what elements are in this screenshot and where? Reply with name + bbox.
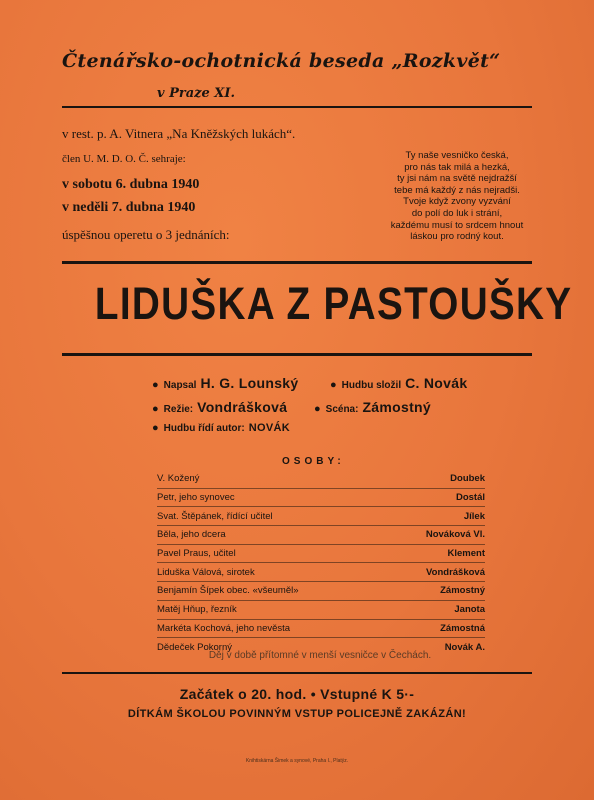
cast-role: V. Kožený	[157, 473, 200, 485]
police-notice: DÍTKÁM ŠKOLOU POVINNÝM VSTUP POLICEJNĚ ZAKÁZÁN!	[127, 708, 467, 720]
divider-rule	[62, 672, 532, 674]
persons-heading: OSOBY:	[282, 456, 345, 467]
credit-stage	[314, 399, 431, 415]
credit-music	[330, 375, 467, 391]
cast-actor: Nováková Vl.	[425, 529, 485, 541]
cast-row	[157, 544, 485, 563]
organization-city: v Praze XI.	[157, 86, 235, 101]
cast-row	[157, 600, 485, 619]
cast-actor: Novák A.	[444, 641, 485, 653]
divider-rule	[62, 261, 532, 264]
poem-line: pro nás tak milá a hezká,	[404, 161, 510, 173]
credit-label: Hudbu složil	[341, 380, 402, 391]
cast-row	[157, 562, 485, 581]
cast-actor: Janota	[454, 604, 485, 616]
divider-rule	[62, 353, 532, 356]
cast-actor: Klement	[447, 548, 485, 560]
printer-imprint: Knihtiskárna Šimek a synové, Praha I., Platýz.	[245, 758, 349, 764]
poem-line: do polí do luk i strání,	[411, 207, 503, 219]
cast-row	[157, 581, 485, 600]
operetta-line: úspěšnou operetu o 3 jednáních:	[62, 227, 230, 242]
bullet-icon: ●	[152, 422, 159, 434]
cast-role: Benjamín Šípek obec. «všeuměl»	[157, 585, 299, 597]
cast-row	[157, 488, 485, 507]
cast-role: Petr, jeho synovec	[157, 492, 235, 504]
credit-value: Vondrášková	[197, 399, 288, 415]
cast-row	[157, 470, 485, 488]
bullet-icon: ●	[152, 403, 159, 415]
poem-line: Ty naše vesničko česká,	[405, 150, 509, 161]
cast-actor: Doubek	[450, 473, 485, 485]
poem-line: každému musí to srdcem hnout	[390, 219, 524, 231]
credit-value: H. G. Lounský	[200, 375, 299, 391]
cast-role: Běla, jeho dcera	[157, 529, 226, 541]
setting-note: Děj v době přítomné v menší vesničce v Čechách.	[208, 650, 432, 661]
cast-actor: Jílek	[463, 510, 485, 522]
cast-role: Svat. Štěpánek, řídící učitel	[157, 510, 273, 522]
cast-role: Pavel Praus, učitel	[157, 548, 236, 560]
cast-list	[157, 470, 485, 656]
date-sunday: v neděli 7. dubna 1940	[62, 200, 196, 215]
divider-rule	[62, 106, 532, 108]
start-and-admission: Začátek o 20. hod. • Vstupné K 5·-	[179, 686, 415, 702]
credit-label: Režie:	[163, 404, 194, 415]
credit-conductor	[152, 422, 290, 434]
cast-actor: Dostál	[455, 492, 485, 504]
poem-line: láskou pro rodný kout.	[410, 231, 504, 243]
cast-role: Dědeček Pokorný	[157, 641, 232, 653]
credit-value: NOVÁK	[248, 422, 290, 434]
poem-line: Tvoje když zvony vyzvání	[403, 196, 511, 208]
date-saturday: v sobotu 6. dubna 1940	[62, 177, 200, 192]
poem-line: ty jsi nám na světě nejdražší	[397, 173, 517, 185]
credit-value: Zámostný	[362, 399, 431, 415]
cast-actor: Zámostný	[440, 585, 485, 597]
credit-author	[152, 375, 298, 391]
member-line: člen U. M. D. O. Č. sehraje:	[62, 153, 186, 165]
cast-actor: Vondrášková	[426, 566, 485, 578]
bullet-icon: ●	[152, 379, 159, 391]
cast-role: Liduška Válová, sirotek	[157, 566, 255, 578]
bullet-icon: ●	[314, 403, 321, 415]
cast-row	[157, 619, 485, 638]
cast-row	[157, 525, 485, 544]
poem	[372, 150, 542, 243]
organization-name: Čtenářsko-ochotnická beseda „Rozkvět“	[62, 50, 501, 72]
cast-row	[157, 506, 485, 525]
credit-director	[152, 399, 287, 415]
credit-label: Hudbu řídí autor:	[163, 423, 245, 434]
bullet-icon: ●	[330, 379, 337, 391]
cast-actor: Zámostná	[440, 622, 485, 634]
venue-line: v rest. p. A. Vitnera „Na Kněžských lukách“.	[62, 126, 296, 141]
poem-line: tebe má každý z nás nejradši.	[394, 184, 520, 196]
cast-role: Markéta Kochová, jeho nevěsta	[157, 622, 291, 634]
credit-label: Napsal	[163, 380, 197, 391]
credit-label: Scéna:	[325, 404, 359, 415]
cast-role: Matěj Hňup, řezník	[157, 604, 237, 616]
credit-value: C. Novák	[405, 375, 468, 391]
play-title: LIDUŠKA Z PASTOUŠKY	[94, 278, 573, 329]
